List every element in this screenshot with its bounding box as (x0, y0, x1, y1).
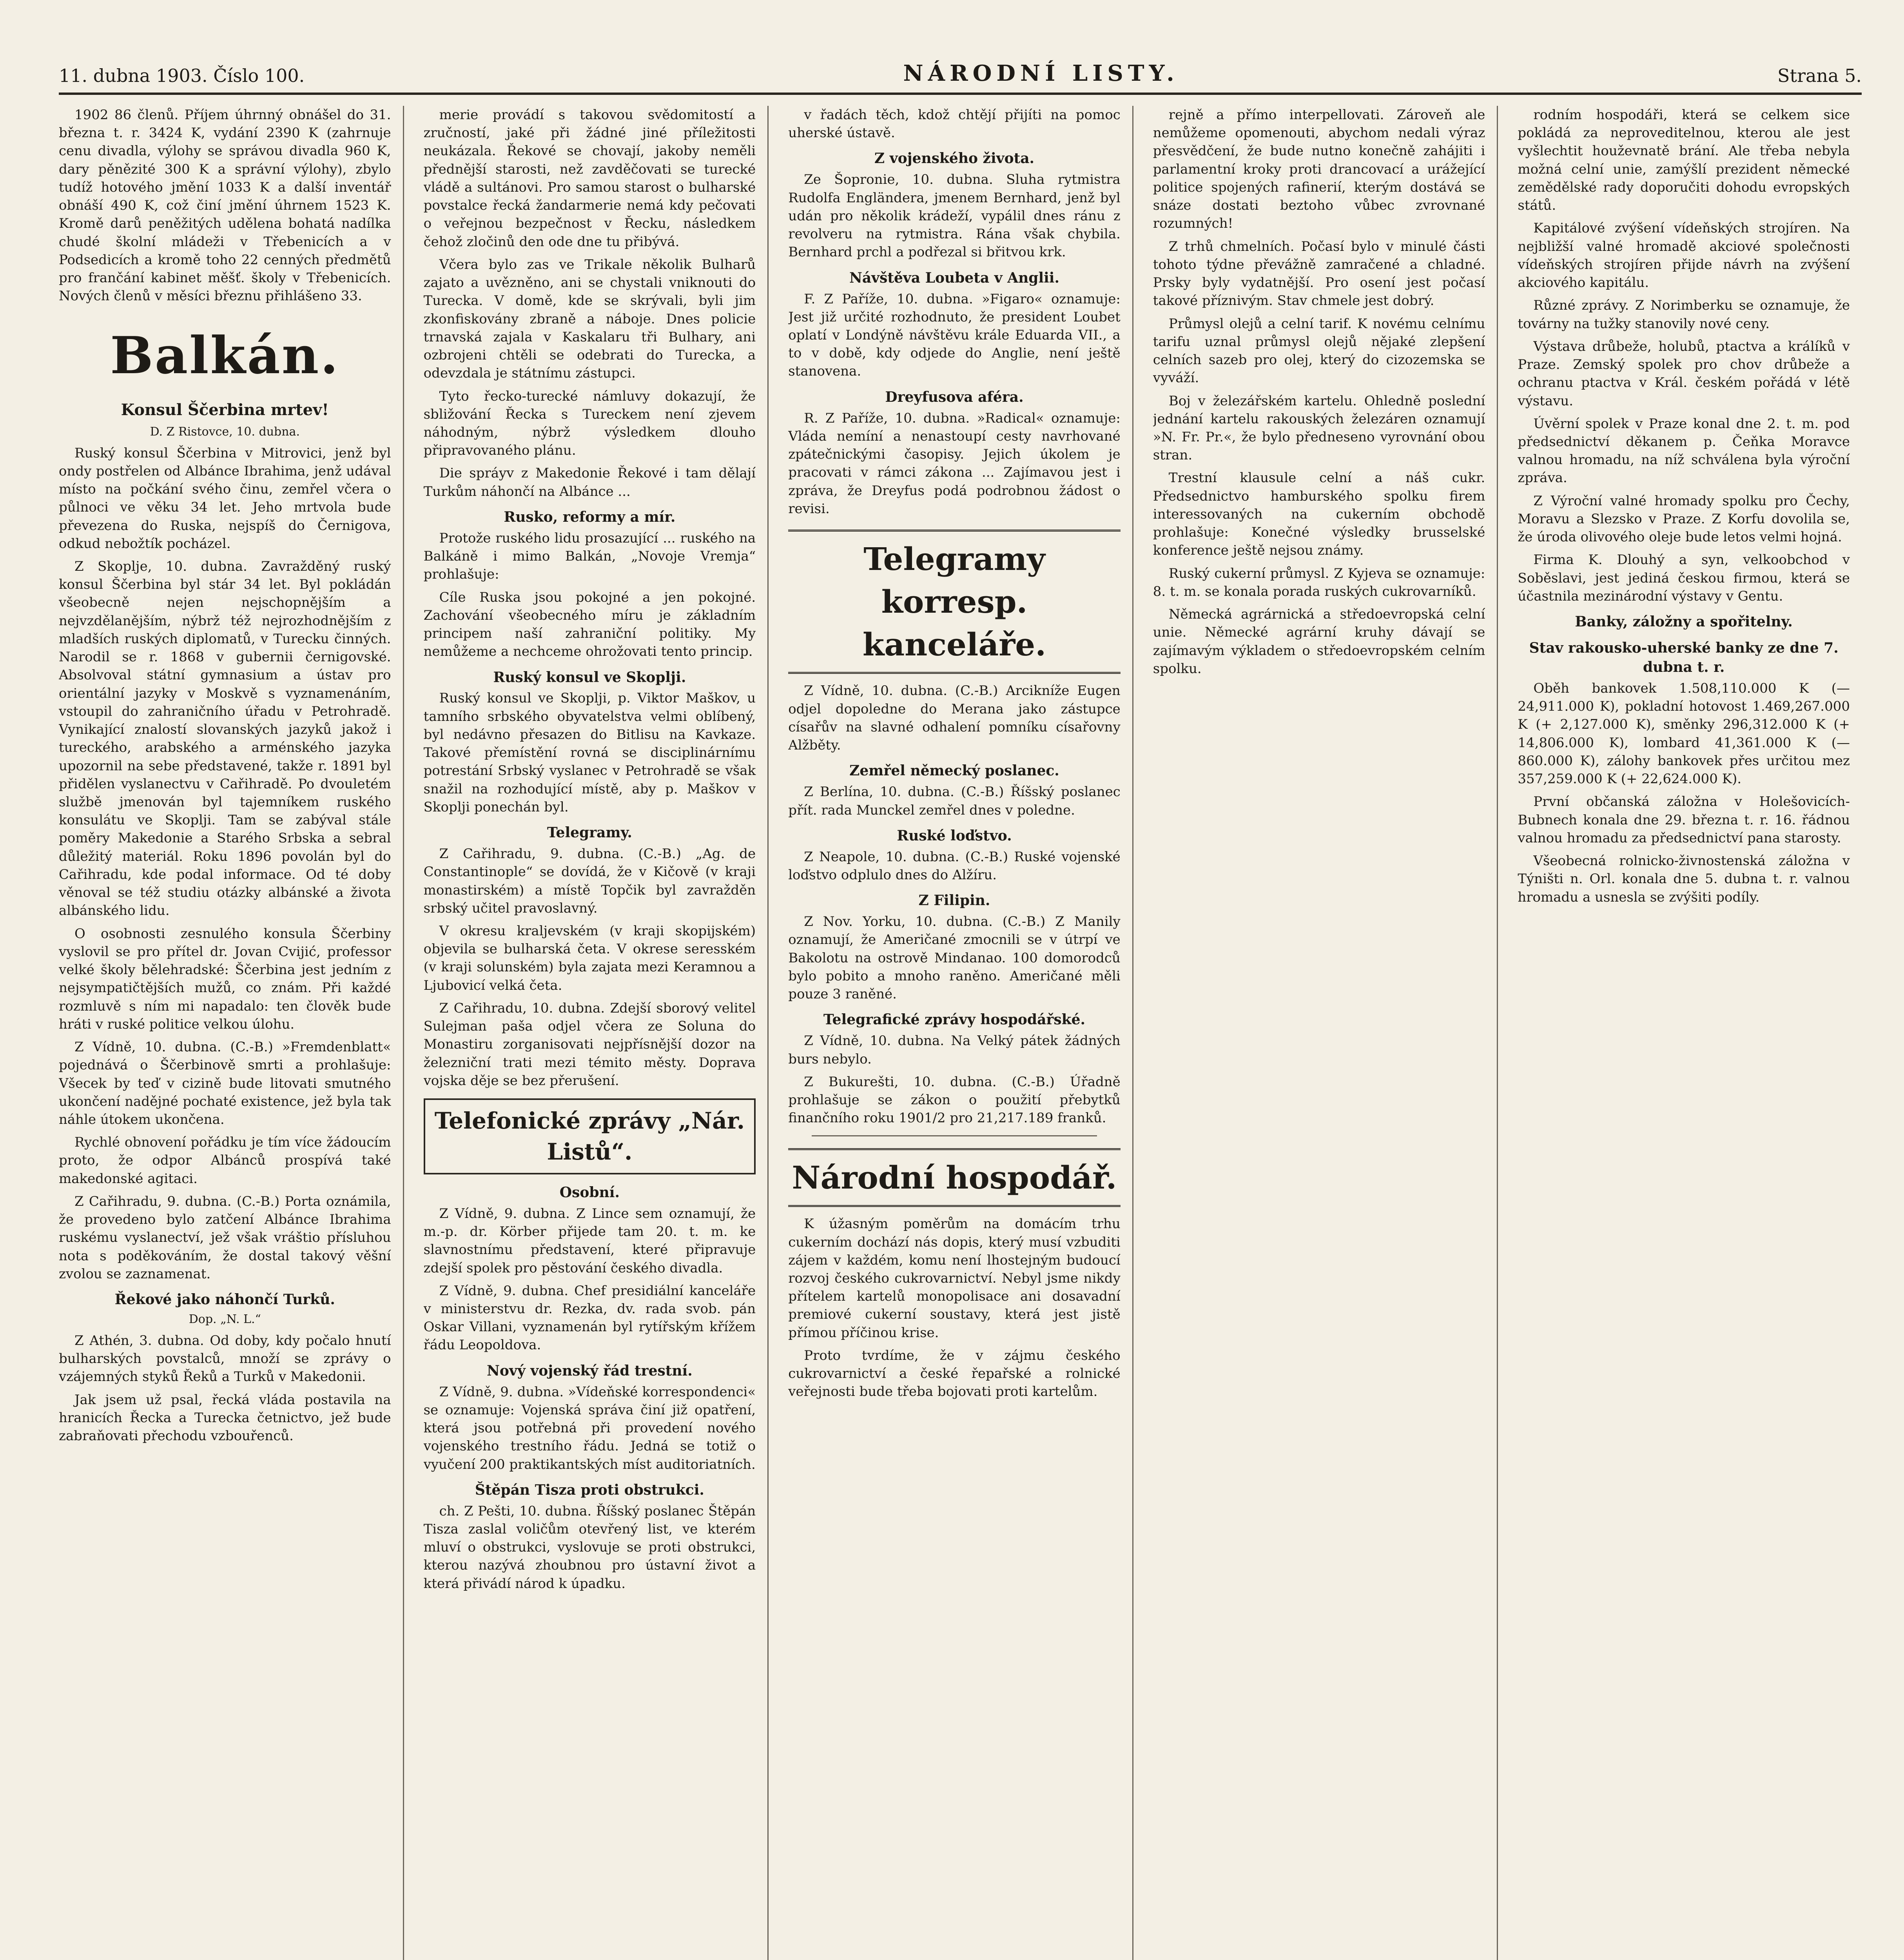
article-text: Z Vídně, 9. dubna. »Vídeňské korrespondenci« se oznamuje: Vojenská správa činí již opatření, která jsou potřebná při provedení nového vojenského trestního řádu. Jedná se totiž o vyučení 200 praktikantských míst auditoriatních. (423, 1384, 756, 1472)
feature-heading: Telegramy korresp. kanceláře. (788, 530, 1121, 674)
article-text: rejně a přímo interpellovati. Zároveň ale nemůžeme opomenouti, abychom nedali výraz přesvědčení, že bude nutno konečně zahájiti i parlamentní kroky proti drancovací a urážející politice spojených rafinerií, kterým dostává se snáze dostati beztoho vůbec zvrovnané rozumných! (1153, 107, 1485, 232)
article-text: Z Skoplje, 10. dubna. Zavražděný ruský konsul Ščerbina byl stár 34 let. Byl pokládán všeobecně nejen nejschopnějším a nejvzdělanějším, nýbrž též nejrozhodnějším z mladších ruských diplomatů, v Turecku činných. Narodil se r. 1868 v gubernii černigovské. Absolvoval státní gymnasium a ústav pro orientální jazyky v Moskvě s vyznamenáním, vstoupil do zahraničního úřadu v Petrohradě. Vynikající znalostí slovanských jazyků jakož i tureckého, arabského a arménského jazyka upozornil na sebe představené, takže r. 1891 byl přidělen vyslanectvu v Cařihradě. Po dvouletém službě jmenován byl tajemníkem ruského konsulátu ve Skoplji. Tam se zabýval stále poměry Makedonie a Starého Srbska a sebral důležitý materiál. Roku 1896 povolán byl do Cařihradu, kde podal informace. Od té doby věnoval se též studiu otázky albánské a života albánského lidu. (59, 558, 391, 919)
article-text: Včera bylo zas ve Trikale několik Bulharů zajato a uvězněno, ani se chystali vniknouti do Turecka. V domě, kde se skrývali, byli jim zkonfiskovány zbraně a náboje. Dnes policie trnavská zajala v Kaskalaru tři Bulhary, ani ozbrojeni chtěli se odebrati do Turecka, a odevzdala je státnímu zástupci. (423, 256, 756, 381)
article-text: Ruský cukerní průmysl. Z Kyjeva se oznamuje: 8. t. m. se konala porada ruských cukrovarníků. (1153, 565, 1485, 599)
headline: Z Filipin. (918, 892, 990, 909)
issue-date: 11. dubna 1903. Číslo 100. (59, 65, 305, 86)
dateline: Dop. „N. L.“ (189, 1312, 261, 1327)
section-heading-economy: Národní hospodář. (788, 1148, 1121, 1207)
column-5 (1518, 106, 1862, 1960)
article-text: R. Z Paříže, 10. dubna. »Radical« oznamuje: Vláda nemíní a nenastoupí cesty navrhované zpátečnickými časopisy. Jejich úkolem je pracovati v rámci zákona ... Zajímavou jest i zpráva, že Dreyfus podá podrobnou žádost o revisi. (788, 410, 1121, 517)
article-text: Boj v železářském kartelu. Ohledně poslední jednání kartelu rakouských železáren oznamují »N. Fr. Pr.«, že bylo předneseno vyrovnání obou stran. (1153, 393, 1485, 463)
article-text: Protože ruského lidu prosazující ... ruského na Balkáně i mimo Balkán, „Novoje Vremja“ prohlašuje: (423, 530, 756, 583)
article-text: Rychlé obnovení pořádku je tím více žádoucím proto, že odpor Albánců prospívá také makedonské agitaci. (59, 1134, 391, 1187)
article-text: Výstava drůbeže, holubů, ptactva a králíků v Praze. Zemský spolek pro chov drůbeže a ochranu ptactva v Král. českém pořádá v létě výstavu. (1518, 338, 1850, 409)
article-text: Úvěrní spolek v Praze konal dne 2. t. m. pod předsednictví děkanem p. Čeňka Moravce valnou hromadu, na níž schválena byla výroční zpráva. (1518, 416, 1850, 486)
article-text: F. Z Paříže, 10. dubna. »Figaro« oznamuje: Jest již určité rozhodnuto, že president Loubet oplatí v Londýně návštěvu krále Eduarda VII., a to v době, kdy odjede do Anglie, není ještě stanovena. (788, 291, 1121, 379)
article-text: Z Vídně, 9. dubna. Chef presidiální kanceláře v ministerstvu dr. Rezka, dv. rada svob. pán Oskar Villani, vyznamenán byl rytířským křížem řádu Leopoldova. (423, 1283, 756, 1353)
boxed-section-heading: Telefonické zprávy „Nár. Listů“. (424, 1098, 756, 1174)
article-text: Z Vídně, 9. dubna. Z Lince sem oznamují, že m.-p. dr. Körber přijede tam 20. t. m. ke slavnostnímu představení, které připravuje zdejší spolek pro pěstování českého divadla. (423, 1205, 756, 1276)
article-text: Z Cařihradu, 9. dubna. (C.-B.) Porta oznámila, že provedeno bylo zatčení Albánce Ibrahima ruskému vyslanectví, jež však vráštio přísluhou nota s poděkováním, že dostal takový věšní zvolou se zaznamenat. (59, 1193, 391, 1282)
headline: Štěpán Tisza proti obstrukci. (475, 1481, 704, 1498)
article-text: Z Cařihradu, 10. dubna. Zdejší sborový velitel Sulejman paša odjel včera ze Soluna do Monastiru zorganisovati nejpřísnější dozor na železniční trati mezi témito městy. Doprava vojska děje se bez přerušení. (423, 1000, 756, 1089)
headline: Návštěva Loubeta v Anglii. (849, 269, 1060, 286)
article-text: Z Neapole, 10. dubna. (C.-B.) Ruské vojenské loďstvo odplulo dnes do Alžíru. (788, 849, 1121, 883)
column-1 (59, 106, 404, 1960)
headline: Ruský konsul ve Skoplji. (493, 669, 686, 686)
page-header (59, 59, 1862, 95)
article-text: Cíle Ruska jsou pokojné a jen pokojné. Zachování všeobecného míru je základním principem naší zahraniční politiky. My nemůžeme a nechceme ohrožovati tento princip. (423, 589, 756, 660)
headline: Telegramy. (547, 824, 632, 841)
headline: Zemřel německý poslanec. (849, 762, 1059, 779)
headline: Stav rakousko-uherské banky ze dne 7. dubna t. r. (1529, 640, 1839, 675)
article-text: Z Vídně, 10. dubna. (C.-B.) »Fremdenblatt« pojednává o Ščerbinově smrti a prohlašuje: Všecek by teď v cizině bude litovati smutného ukončení nadějné pochaté existence, jež byla tak náhle útokem ukončena. (59, 1039, 391, 1127)
article-text: merie provádí s takovou svědomitostí a zručností, jaké při žádné jiné příležitosti neukázala. Řekové se chovají, jakoby neměli přednější starosti, než zavděčovati se turecké vládě a sultánovi. Pro samou starost o bulharské povstalce řecká žandarmerie nemá kdy pečovati o veřejnou bezpečnost v Řecku, následkem čehož zločinů den ode dne tu přibývá. (423, 107, 756, 250)
article-text: Průmysl olejů a celní tarif. K novému celnímu tarifu uznal průmysl olejů nějaké zlepšení celních sazeb pro olej, který do cizozemska se vyváží. (1153, 316, 1485, 386)
column-2 (424, 106, 769, 1960)
section-heading-balkan: Balkán. (110, 325, 340, 385)
headline: Osobní. (559, 1184, 620, 1201)
article-text: Oběh bankovek 1.508,110.000 K (— 24,911.000 K), pokladní hotovost 1.469,267.000 K (+ 2,127.000 K), směnky 296,312.000 K (+ 14,806.000 K), lombard 41,361.000 K (— 860.000 K), zálohy bankovek přes určitou mez 357,259.000 K (+ 22,624.000 K). (1518, 680, 1850, 787)
article-text: Všeobecná rolnicko-živnostenská záložna v Týništi n. Orl. konala dne 5. dubna t. r. valnou hromadu a usnesla se zvýšiti podíly. (1518, 853, 1850, 905)
newspaper-columns (59, 106, 1862, 1960)
article-text: Německá agrárnická a středoevropská celní unie. Německé agrární kruhy dávají se zajímavým výkladem o středoevropském celním spolku. (1153, 606, 1485, 677)
article-text: Z Nov. Yorku, 10. dubna. (C.-B.) Z Manily oznamují, že Američané zmocnili se v útrpí ve Bakolotu na ostrově Mindanao. 100 domorodců bylo pobito a mnoho raněno. Američané měli pouze 3 raněné. (788, 914, 1121, 1002)
article-text: ch. Z Pešti, 10. dubna. Říšský poslanec Štěpán Tisza zaslal voličům otevřený list, ve kterém mluví o obstrukci, vyslovuje se proti obstrukci, kterou nazývá zhoubnou pro ústavní život a která přivádí národ k úpadku. (423, 1503, 756, 1592)
headline: Ruské loďstvo. (897, 827, 1012, 844)
article-text: v řadách těch, kdož chtějí přijíti na pomoc uherské ústavě. (788, 107, 1121, 141)
article-text: Ruský konsul Ščerbina v Mitrovici, jenž byl ondy postřelen od Albánce Ibrahima, jenž udával místo na počkání svého činu, zemřel včera o půlnoci ve věku 34 let. Jeho mrtvola bude převezena do Ruska, nejspíš do Černigova, odkud nebožtík pocházel. (59, 445, 391, 552)
article-text: Trestní klausule celní a náš cukr. Předsednictvo hamburského spolku firem interessovaných na cukerním obchodě prohlašuje: Konečné výsledky brusselské konference ještě nejsou známy. (1153, 470, 1485, 559)
article-text: První občanská záložna v Holešovicích-Bubnech konala dne 29. března t. r. 16. řádnou valnou hromadu za předsednictví pana starosty. (1518, 794, 1850, 846)
article-text: Jak jsem už psal, řecká vláda postavila na hranicích Řecka a Turecka četnictvo, jež bude zabraňovati přechodu vzbouřenců. (59, 1392, 391, 1444)
headline: Nový vojenský řád trestní. (487, 1362, 693, 1379)
article-text: rodním hospodáři, která se celkem sice pokládá za neproveditelnou, kterou ale jest vyšlechtit houževnatě brání. Ale třeba nebyla možná celní unie, zamýšlí prezident německé zemědělské rady doporučiti dohodu evropských států. (1518, 107, 1850, 214)
article-text: Firma K. Dlouhý a syn, velkoobchod v Soběslavi, jest jediná českou firmou, která se účastnila mezinárodní výstavy v Gentu. (1518, 552, 1850, 604)
column-4 (1153, 106, 1498, 1960)
article-text: Proto tvrdíme, že v zájmu českého cukrovarnictví a české řepařské a rolnické veřejnosti bude třeba bojovati proti kartelům. (788, 1347, 1121, 1400)
article-text: Z Cařihradu, 9. dubna. (C.-B.) „Ag. de Constantinople“ se dovídá, že v Kičově (v kraji monastirském) a místě Topčik byl zavražděn srbský učitel pravoslavný. (423, 846, 756, 916)
divider (812, 1135, 1097, 1136)
article-text: Z trhů chmelních. Počasí bylo v minulé části tohoto týdne převážně zamračené a chladné. Prsky byly vydatnější. Pro osení jest počasí takové příznivým. Stav chmele jest dobrý. (1153, 238, 1485, 309)
article-text: Z Vídně, 10. dubna. (C.-B.) Arcikníže Eugen odjel dopoledne do Merana jako zástupce císařův na slavné odhalení pomníku císařovny Alžběty. (788, 683, 1121, 753)
masthead: NÁRODNÍ LISTY. (903, 60, 1179, 86)
article-text: Z Athén, 3. dubna. Od doby, kdy počalo hnutí bulharských povstalců, množí se zprávy o vzájemných styků Řeků a Turků v Makedonii. (59, 1332, 391, 1385)
headline: Konsul Ščerbina mrtev! (121, 401, 329, 419)
article-text: Z Vídně, 10. dubna. Na Velký pátek žádných burs nebylo. (788, 1033, 1121, 1067)
headline: Telegrafické zprávy hospodářské. (823, 1011, 1086, 1028)
headline: Rusko, reformy a mír. (504, 508, 676, 525)
article-text: 1902 86 členů. Příjem úhrnný obnášel do 31. března t. r. 3424 K, vydání 2390 K (zahrnuje cenu divadla, výlohy se správou divadla 960 K, dary pěnězité 300 K a správní výlohy), zbylo tudíž hotového jmění 1033 K a další inventář obnáší 490 K, což činí jmění úhrnem 1523 K. Kromě darů peněžitých udělena bohatá nadílka chudé školní mládeži v Třebenicích a v Podsedicích a kromě toho 22 cenných předmětů pro frančání kabinet měšť. školy v Třebenicích. Nových členů v měsíci březnu přihlášeno 33. (59, 107, 391, 304)
article-text: V okresu kraljevském (v kraji skopijském) objevila se bulharská četa. V okrese seresském (v kraji solunském) byla zajata mezi Keramnou a Ljubovicí velká četa. (423, 923, 756, 993)
column-3 (788, 106, 1133, 1960)
article-text: Z Berlína, 10. dubna. (C.-B.) Říšský poslanec přít. rada Munckel zemřel dnes v poledne. (788, 784, 1121, 818)
article-text: Kapitálové zvýšení vídeňských strojíren. Na nejbližší valné hromadě akciové společnosti vídeňských strojíren přijde návrh na zvýšení akciového kapitálu. (1518, 220, 1850, 291)
headline: Dreyfusova aféra. (885, 388, 1024, 405)
article-text: Tyto řecko-turecké námluvy dokazují, že sbližování Řecka s Tureckem není zjevem náhodným, nýbrž výsledkem dlouho připravovaného plánu. (423, 388, 756, 459)
article-text: O osobnosti zesnulého konsula Ščerbiny vyslovil se pro přítel dr. Jovan Cvijić, professor velké školy bělehradské: Ščerbina jest jedním z nejsympatičtějších mužů, co znám. Při každé rozmluvě s ním mi napadalo: ten člověk bude hráti v ruské politice velkou úlohu. (59, 926, 391, 1032)
article-text: Die spráyv z Makedonie Řekové i tam dělají Turkům náhončí na Albánce ... (423, 465, 756, 499)
dateline: D. Z Ristovce, 10. dubna. (150, 425, 300, 439)
headline: Řekové jako náhončí Turků. (114, 1291, 335, 1308)
article-text: K úžasným poměrům na domácím trhu cukerním dochází nás dopis, který musí vzbuditi zájem v každém, komu není lhostejným budoucí rozvoj českého cukrovarnictví. Nebyl jsme nikdy přítelem kartelů monopolisace ani dosavadní premiové cukerní soustavy, která jest jistě přímou příčinou krise. (788, 1216, 1121, 1341)
headline: Banky, záložny a spořitelny. (1575, 613, 1793, 630)
headline: Z vojenského života. (874, 150, 1035, 167)
article-text: Různé zprávy. Z Norimberku se oznamuje, že továrny na tužky stanovily nové ceny. (1518, 298, 1850, 332)
page-number: Strana 5. (1777, 65, 1862, 86)
article-text: Ruský konsul ve Skoplji, p. Viktor Maškov, u tamního srbského obyvatelstva velmi oblíbený, byl nedávno přesazen do Bitlisu na Kavkaze. Takové přemístění rovná se disciplinárnímu potrestání Srbský vyslanec v Petrohradě se však snažil na rozhodující místě, aby p. Maškov v Skoplji ponechán byl. (423, 690, 756, 815)
article-text: Z Bukurešti, 10. dubna. (C.-B.) Úřadně prohlašuje se zákon o použití přebytků finančního roku 1901/2 pro 21,217.189 franků. (788, 1074, 1121, 1126)
article-text: Ze Šopronie, 10. dubna. Sluha rytmistra Rudolfa Engländera, jmenem Bernhard, jenž byl udán pro několik krádeží, vypálil dnes ránu z revolveru na rytmistra. Rána však chybila. Bernhard prchl a podřezal si břitvou krk. (788, 172, 1121, 260)
article-text: Z Výroční valné hromady spolku pro Čechy, Moravu a Slezsko v Praze. Z Korfu dovolila se, že úroda olivového oleje bude letos velmi hojná. (1518, 493, 1850, 545)
